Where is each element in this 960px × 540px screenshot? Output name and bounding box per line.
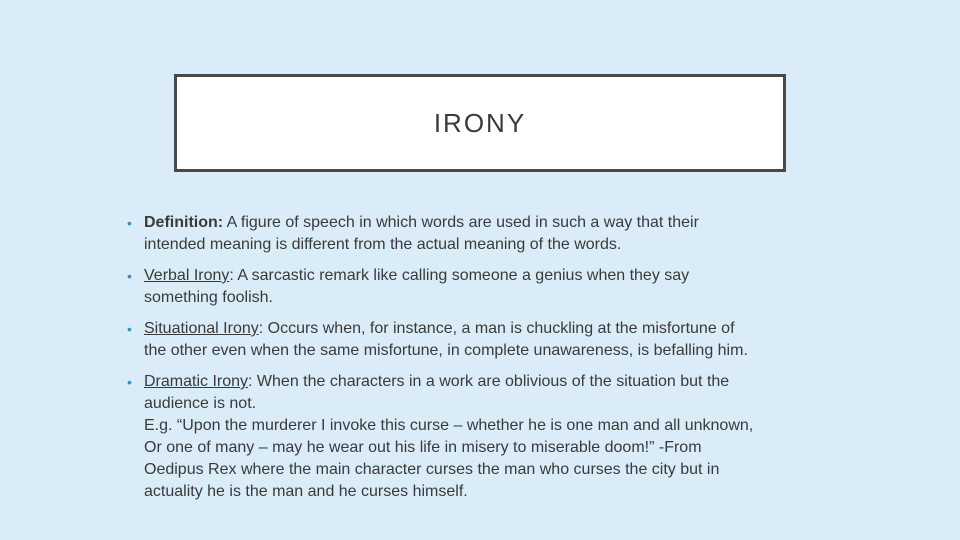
bullet-dramatic-irony xyxy=(127,371,847,503)
verbal-irony-term: Verbal Irony xyxy=(144,267,230,284)
definition-text-line-1: A figure of speech in which words are used in such a way that their xyxy=(223,214,699,231)
bullet-dot-icon: • xyxy=(127,374,132,390)
dramatic-irony-text-line-3: E.g. “Upon the murderer I invoke this curse – whether he is one man and all unknown, xyxy=(144,417,754,434)
bullet-definition xyxy=(127,212,847,256)
definition-term: Definition: xyxy=(144,214,224,231)
dramatic-irony-text-line-5: Oedipus Rex where the main character curses the man who curses the city but in xyxy=(144,461,720,478)
bullet-dot-icon: • xyxy=(127,268,132,284)
situational-irony-term: Situational Irony xyxy=(144,320,259,337)
dramatic-irony-text-line-4: Or one of many – may he wear out his life in misery to miserable doom!” -From xyxy=(144,439,702,456)
dramatic-irony-text-line-2: audience is not. xyxy=(144,395,257,412)
verbal-irony-text-line-2: something foolish. xyxy=(144,289,273,306)
dramatic-irony-text-line-6: actuality he is the man and he curses himself. xyxy=(144,483,468,500)
bullet-situational-irony xyxy=(127,318,847,362)
verbal-irony-text-line-1: : A sarcastic remark like calling someone a genius when they say xyxy=(229,267,690,284)
situational-irony-text-line-2: the other even when the same misfortune, in complete unawareness, is befalling him. xyxy=(144,342,748,359)
definition-text-line-2: intended meaning is different from the actual meaning of the words. xyxy=(144,236,622,253)
title-box xyxy=(174,74,786,172)
dramatic-irony-term: Dramatic Irony xyxy=(144,373,249,390)
slide-title: IRONY xyxy=(433,107,527,138)
bullet-list xyxy=(127,212,847,512)
dramatic-irony-text-line-1: : When the characters in a work are oblivious of the situation but the xyxy=(248,373,730,390)
bullet-verbal-irony xyxy=(127,265,847,309)
situational-irony-text-line-1: : Occurs when, for instance, a man is chuckling at the misfortune of xyxy=(258,320,735,337)
bullet-dot-icon: • xyxy=(127,321,132,337)
bullet-dot-icon: • xyxy=(127,215,132,231)
